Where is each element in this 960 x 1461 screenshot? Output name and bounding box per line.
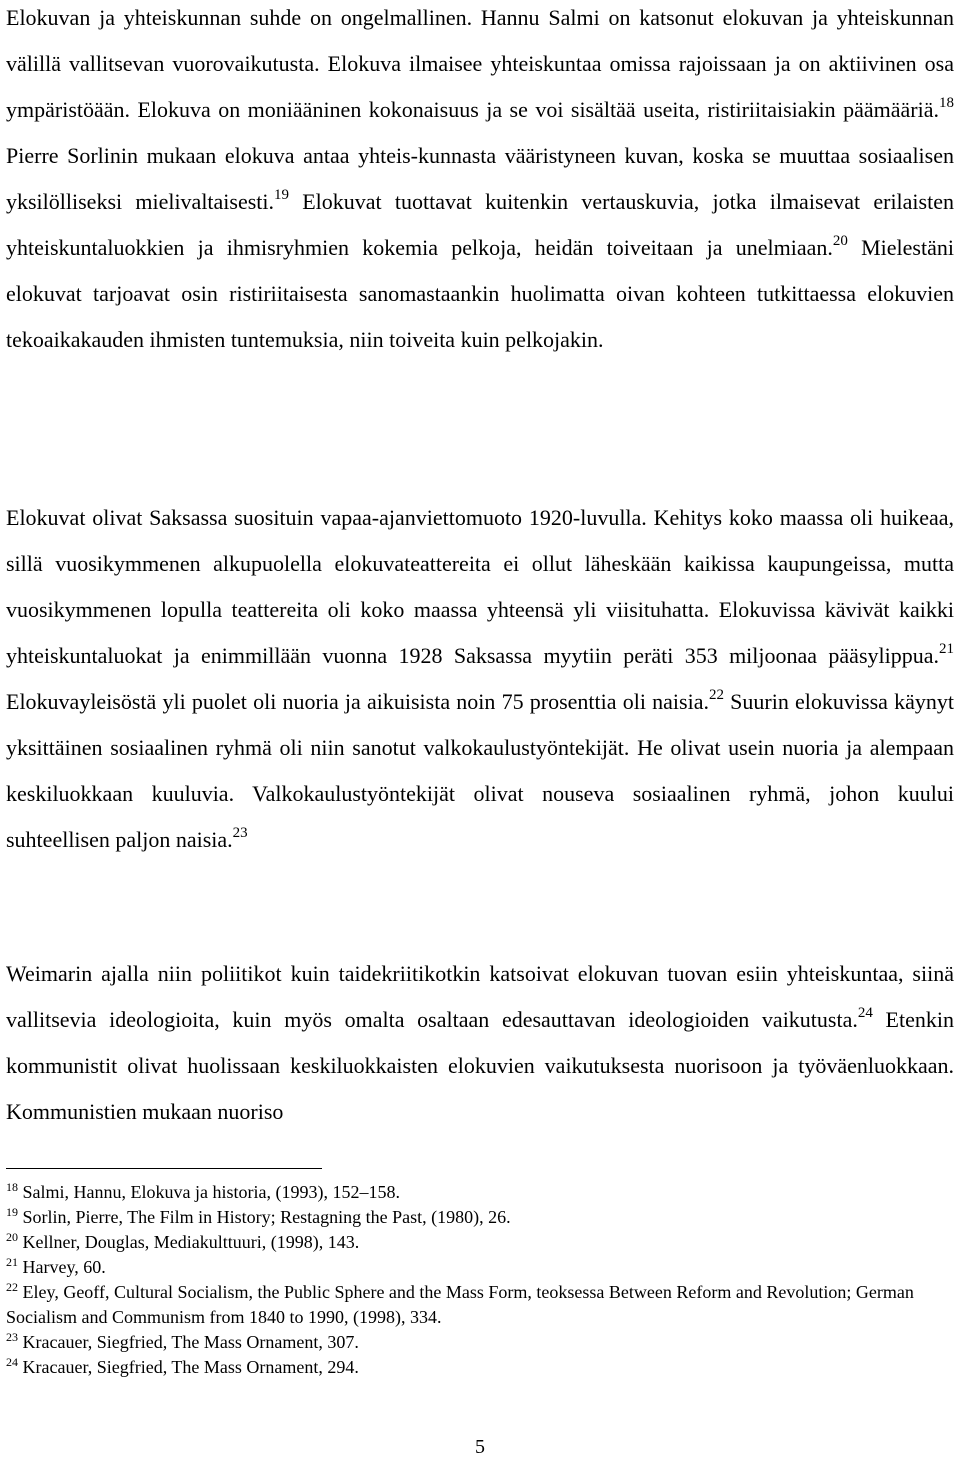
footnote-number: 19	[6, 1205, 18, 1219]
footnote-text: Salmi, Hannu, Elokuva ja historia, (1993), 152–158.	[22, 1182, 400, 1202]
footnote-text: Kracauer, Siegfried, The Mass Ornament, 307.	[22, 1332, 359, 1352]
footnote-24	[6, 1355, 954, 1380]
footnote-number: 18	[6, 1180, 18, 1194]
footnote-22	[6, 1280, 954, 1330]
paragraph-text: Elokuvayleisöstä yli puolet oli nuoria ja aikuisista noin 75 prosenttia oli naisia.	[6, 689, 709, 714]
footnote-text: Kracauer, Siegfried, The Mass Ornament, 294.	[22, 1357, 359, 1377]
footnote-23	[6, 1330, 954, 1355]
footnote-number: 21	[6, 1255, 18, 1269]
footnote-number: 22	[6, 1280, 18, 1294]
footnote-ref-20[interactable]: 20	[832, 232, 848, 249]
paragraph-text: Elokuvat tuottavat kuitenkin vertauskuvia, jotka ilmaisevat erilaisten yhteiskuntaluokkien ja ihmisryhmien kokemia pelkoja, heidän toiveitaan ja unelmiaan.	[6, 189, 954, 260]
footnote-ref-22[interactable]: 22	[708, 686, 724, 703]
page-number: 5	[475, 1436, 485, 1458]
footnote-20	[6, 1230, 954, 1255]
footnote-ref-23[interactable]: 23	[232, 824, 248, 841]
body-paragraph-1	[6, 0, 954, 363]
footnote-ref-18[interactable]: 18	[939, 94, 954, 111]
footnote-separator	[6, 1168, 322, 1169]
paragraph-text: Pierre Sorlinin mukaan elokuva antaa yhteis-kunnasta vääristyneen kuvan, koska se muuttaa sosiaalisen yksilölliseksi mielivaltaisesti.	[6, 143, 954, 214]
footnote-18	[6, 1180, 954, 1205]
footnote-number: 24	[6, 1355, 18, 1369]
footnote-text: Sorlin, Pierre, The Film in History; Restagning the Past, (1980), 26.	[22, 1207, 511, 1227]
body-paragraph-2	[6, 495, 954, 863]
footnote-ref-21[interactable]: 21	[939, 640, 954, 657]
paragraph-text: Elokuvan ja yhteiskunnan suhde on ongelmallinen. Hannu Salmi on katsonut elokuvan ja yhteiskunnan välillä vallitsevan vuorovaikutusta. Elokuva ilmaisee yhteiskuntaa omissa rajoissaan ja on aktiivinen osa ympäristöään. Elokuva on moniääninen kokonaisuus ja se voi sisältää useita, ristiriitaisiakin päämääriä.	[6, 5, 954, 122]
paragraph-text: Elokuvat olivat Saksassa suosituin vapaa-ajanviettomuoto 1920-luvulla. Kehitys koko maassa oli huikeaa, sillä vuosikymmenen alkupuolella elokuvateattereita ei ollut läheskään kaikissa kaupungeissa, mutta vuosikymmenen lopulla teattereita oli koko maassa yhteensä yli viisituhatta. Elokuvissa kävivät kaikki yhteiskuntaluokat ja enimmillään vuonna 1928 Saksassa myytiin peräti 353 miljoonaa pääsylippua.	[6, 505, 954, 668]
body-paragraph-3	[6, 951, 954, 1135]
footnote-21	[6, 1255, 954, 1280]
footnote-number: 23	[6, 1330, 18, 1344]
footnote-ref-19[interactable]: 19	[274, 186, 290, 203]
footnote-text: Harvey, 60.	[22, 1257, 106, 1277]
footnote-ref-24[interactable]: 24	[857, 1004, 873, 1021]
footnote-text: Kellner, Douglas, Mediakulttuuri, (1998), 143.	[22, 1232, 360, 1252]
footnotes-section	[6, 1180, 954, 1380]
footnote-number: 20	[6, 1230, 18, 1244]
paragraph-text: Etenkin kommunistit olivat huolissaan keskiluokkaisten elokuvien vaikutuksesta nuorisoon ja työväenluokkaan. Kommunistien mukaan nuoriso	[6, 1007, 954, 1124]
paragraph-text: Weimarin ajalla niin poliitikot kuin taidekriitikotkin katsoivat elokuvan tuovan esiin yhteiskuntaa, siinä vallitsevia ideologioita, kuin myös omalta osaltaan edesauttavan ideologioiden vaikutusta.	[6, 961, 954, 1032]
paragraph-text: Mielestäni elokuvat tarjoavat osin ristiriitaisesta sanomastaankin huolimatta oivan kohteen tutkittaessa elokuvien tekoaikakauden ihmisten tuntemuksia, niin toiveita kuin pelkojakin.	[6, 235, 954, 352]
footnote-19	[6, 1205, 954, 1230]
paragraph-text: Suurin elokuvissa käynyt yksittäinen sosiaalinen ryhmä oli niin sanotut valkokaulustyöntekijät. He olivat usein nuoria ja alempaan keskiluokkaan kuuluvia. Valkokaulustyöntekijät olivat nouseva sosiaalinen ryhmä, johon kuului suhteellisen paljon naisia.	[6, 689, 954, 852]
footnote-text: Eley, Geoff, Cultural Socialism, the Public Sphere and the Mass Form, teoksessa Between Reform and Revolution; German Socialism and Communism from 1840 to 1990, (1998), 334.	[6, 1282, 914, 1327]
